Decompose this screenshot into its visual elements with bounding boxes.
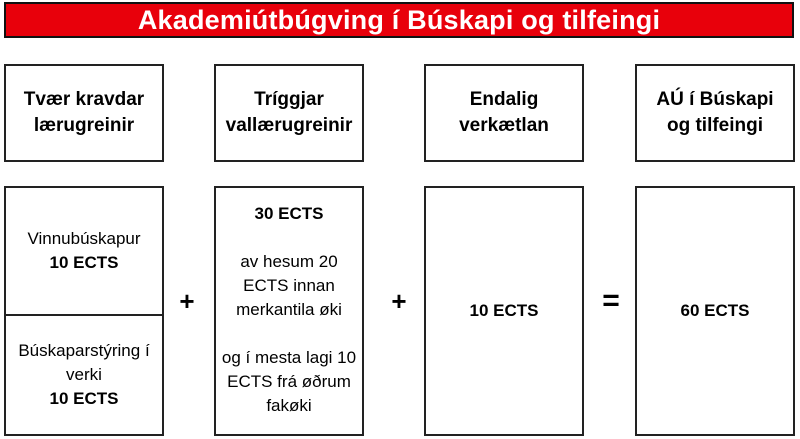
final-project-box — [424, 186, 584, 436]
elective-note2-line3: fakøki — [266, 396, 312, 415]
header-elective-line1: Tríggjar — [254, 89, 324, 110]
header-required-line2: lærugreinir — [33, 115, 135, 136]
project-credits: 10 ECTS — [469, 301, 539, 320]
header-project-line1: Endalig — [469, 89, 539, 110]
required-course-2 — [4, 314, 164, 436]
required-course-2-credits: 10 ECTS — [49, 389, 119, 408]
required-course-1-credits: 10 ECTS — [49, 253, 119, 272]
elective-courses-box — [214, 186, 364, 436]
header-required-courses — [4, 64, 164, 162]
header-degree-line1: AÚ í Búskapi — [656, 89, 774, 110]
elective-note1-line2: ECTS innan — [243, 276, 335, 295]
header-elective-courses — [214, 64, 364, 162]
header-final-project — [424, 64, 584, 162]
total-credits-box — [635, 186, 795, 436]
elective-note1-line1: av hesum 20 — [240, 252, 338, 271]
required-course-2-name-line2: verki — [66, 365, 102, 384]
required-course-1-name: Vinnubúskapur — [27, 229, 141, 248]
elective-note2-line2: ECTS frá øðrum — [227, 372, 351, 391]
equals-operator: = — [602, 284, 620, 317]
header-project-line2: verkætlan — [459, 115, 549, 136]
elective-note2-line1: og í mesta lagi 10 — [221, 348, 357, 367]
header-elective-line2: vallærugreinir — [225, 115, 353, 136]
elective-credits: 30 ECTS — [254, 204, 324, 223]
header-degree — [635, 64, 795, 162]
required-course-2-name-line1: Búskaparstýring í — [18, 341, 150, 360]
plus-operator-2: + — [391, 286, 407, 316]
elective-note1-line3: merkantila øki — [236, 300, 342, 319]
required-course-1 — [4, 186, 164, 316]
header-required-line1: Tvær kravdar — [23, 89, 145, 110]
header-degree-line2: og tilfeingi — [666, 115, 764, 136]
plus-operator-1: + — [179, 286, 195, 316]
diagram-title: Akademiútbúgving í Búskapi og tilfeingi — [4, 2, 794, 38]
total-credits: 60 ECTS — [680, 301, 750, 320]
